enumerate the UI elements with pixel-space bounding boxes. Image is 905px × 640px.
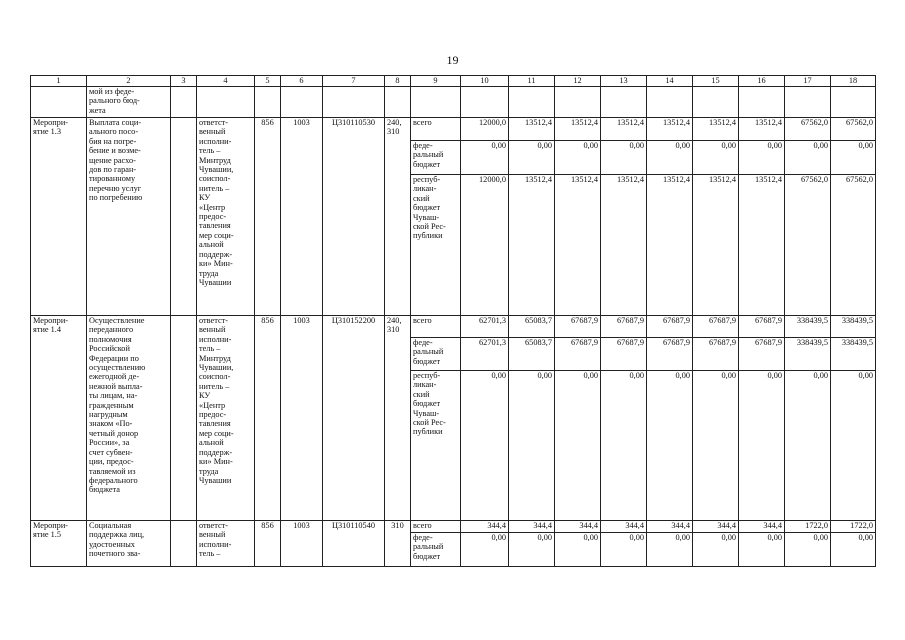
budget-table	[30, 75, 876, 567]
value-cell: 0,00	[555, 141, 601, 175]
column-number: 15	[693, 76, 739, 87]
funding-source: феде- ральный бюджет	[411, 533, 461, 567]
value-cell: 0,00	[555, 371, 601, 521]
value-cell: 0,00	[785, 533, 831, 567]
value-cell: 0,00	[693, 533, 739, 567]
value-cell: 0,00	[601, 141, 647, 175]
value-cell: 0,00	[601, 371, 647, 521]
code-cell: 1003	[281, 118, 323, 316]
column-number-row	[31, 76, 876, 87]
value-cell: 338439,5	[785, 338, 831, 371]
code-cell: Ц310110540	[323, 521, 385, 567]
value-cell: 338439,5	[831, 338, 876, 371]
value-cell: 0,00	[509, 371, 555, 521]
column-number: 13	[601, 76, 647, 87]
column-number: 1	[31, 76, 87, 87]
executor: ответст- венный исполни- тель –	[197, 521, 255, 567]
value-cell: 12000,0	[461, 118, 509, 141]
funding-source: всего	[411, 118, 461, 141]
value-cell: 13512,4	[509, 118, 555, 141]
continuation-row	[31, 87, 876, 118]
value-cell: 0,00	[601, 533, 647, 567]
code-cell: 856	[255, 316, 281, 521]
value-cell: 13512,4	[555, 118, 601, 141]
value-cell: 67687,9	[555, 338, 601, 371]
value-cell: 0,00	[509, 533, 555, 567]
executor: ответст- венный исполни- тель – Минтруд Чувашии, соиспол- нитель – КУ «Центр предос- тавления мер соци- альной поддерж- ки» Мин- труда Чувашии	[197, 118, 255, 316]
value-cell: 344,4	[601, 521, 647, 533]
funding-source: всего	[411, 316, 461, 338]
empty-cell	[385, 87, 411, 118]
column-number: 5	[255, 76, 281, 87]
measure-description: Осуществление переданного полномочия Российской Федерации по осуществлению ежегодной де- нежной выпла- ты лицам, на- гражденным нагрудным знаком «По- четный донор России», за счет субвен- ции, предос- тавляемой из федерального бюджета	[87, 316, 171, 521]
empty-cell	[197, 87, 255, 118]
funding-source: феде- ральный бюджет	[411, 141, 461, 175]
empty-cell	[171, 118, 197, 316]
value-cell: 1722,0	[831, 521, 876, 533]
funding-source: респуб- ликан- ский бюджет Чуваш- ской Рес- публики	[411, 175, 461, 316]
column-number: 3	[171, 76, 197, 87]
value-cell: 344,4	[739, 521, 785, 533]
code-cell: Ц310152200	[323, 316, 385, 521]
measure-name: Меропри- ятие 1.5	[31, 521, 87, 567]
empty-cell	[461, 87, 509, 118]
column-number: 10	[461, 76, 509, 87]
value-cell: 67687,9	[601, 316, 647, 338]
table-row	[31, 521, 876, 533]
value-cell: 344,4	[693, 521, 739, 533]
value-cell: 67687,9	[693, 316, 739, 338]
value-cell: 67687,9	[739, 338, 785, 371]
value-cell: 12000,0	[461, 175, 509, 316]
empty-cell	[281, 87, 323, 118]
column-number: 2	[87, 76, 171, 87]
value-cell: 67687,9	[739, 316, 785, 338]
value-cell: 338439,5	[785, 316, 831, 338]
funding-source: всего	[411, 521, 461, 533]
empty-cell	[171, 521, 197, 567]
column-number: 4	[197, 76, 255, 87]
value-cell: 67687,9	[647, 316, 693, 338]
value-cell: 67687,9	[601, 338, 647, 371]
funding-source: респуб- ликан- ский бюджет Чуваш- ской Рес- публики	[411, 371, 461, 521]
empty-cell	[693, 87, 739, 118]
value-cell: 0,00	[647, 371, 693, 521]
value-cell: 65083,7	[509, 338, 555, 371]
value-cell: 67687,9	[647, 338, 693, 371]
empty-cell	[171, 316, 197, 521]
page-number: 19	[446, 53, 459, 67]
value-cell: 13512,4	[555, 175, 601, 316]
value-cell: 0,00	[693, 371, 739, 521]
value-cell: 13512,4	[601, 175, 647, 316]
empty-cell	[509, 87, 555, 118]
value-cell: 67562,0	[831, 175, 876, 316]
value-cell: 0,00	[739, 371, 785, 521]
value-cell: 0,00	[739, 533, 785, 567]
value-cell: 0,00	[739, 141, 785, 175]
measure-description: Выплата соци- ального посо- бия на погре- бение и возме- щение расхо- дов по гаран- тированному перечню услуг по погребению	[87, 118, 171, 316]
measure-name: Меропри- ятие 1.3	[31, 118, 87, 316]
continued-description: мой из феде- рального бюд- жета	[87, 87, 171, 118]
value-cell: 0,00	[693, 141, 739, 175]
value-cell: 0,00	[647, 141, 693, 175]
value-cell: 344,4	[555, 521, 601, 533]
empty-cell	[739, 87, 785, 118]
value-cell: 62701,3	[461, 316, 509, 338]
value-cell: 13512,4	[693, 175, 739, 316]
value-cell: 67562,0	[831, 118, 876, 141]
funding-source: феде- ральный бюджет	[411, 338, 461, 371]
value-cell: 0,00	[509, 141, 555, 175]
empty-cell	[647, 87, 693, 118]
value-cell: 13512,4	[693, 118, 739, 141]
value-cell: 344,4	[647, 521, 693, 533]
value-cell: 338439,5	[831, 316, 876, 338]
empty-cell	[601, 87, 647, 118]
value-cell: 67562,0	[785, 118, 831, 141]
code-cell: 240, 310	[385, 118, 411, 316]
measure-name: Меропри- ятие 1.4	[31, 316, 87, 521]
empty-cell	[171, 87, 197, 118]
value-cell: 0,00	[647, 533, 693, 567]
value-cell: 0,00	[831, 371, 876, 521]
value-cell: 13512,4	[601, 118, 647, 141]
value-cell: 0,00	[831, 141, 876, 175]
value-cell: 0,00	[461, 371, 509, 521]
empty-cell	[785, 87, 831, 118]
value-cell: 344,4	[461, 521, 509, 533]
value-cell: 67687,9	[693, 338, 739, 371]
value-cell: 1722,0	[785, 521, 831, 533]
column-number: 6	[281, 76, 323, 87]
code-cell: 856	[255, 118, 281, 316]
column-number: 9	[411, 76, 461, 87]
code-cell: 240, 310	[385, 316, 411, 521]
column-number: 17	[785, 76, 831, 87]
code-cell: 1003	[281, 521, 323, 567]
value-cell: 62701,3	[461, 338, 509, 371]
empty-cell	[555, 87, 601, 118]
value-cell: 0,00	[555, 533, 601, 567]
value-cell: 344,4	[509, 521, 555, 533]
code-cell: 1003	[281, 316, 323, 521]
value-cell: 0,00	[461, 533, 509, 567]
column-number: 14	[647, 76, 693, 87]
value-cell: 13512,4	[739, 118, 785, 141]
value-cell: 0,00	[461, 141, 509, 175]
table-row	[31, 118, 876, 141]
measure-description: Социальная поддержка лиц, удостоенных почетного зва-	[87, 521, 171, 567]
column-number: 16	[739, 76, 785, 87]
executor: ответст- венный исполни- тель – Минтруд Чувашии, соиспол- нитель – КУ «Центр предос- тавления мер соци- альной поддерж- ки» Мин- труда Чувашии	[197, 316, 255, 521]
column-number: 8	[385, 76, 411, 87]
empty-cell	[831, 87, 876, 118]
empty-cell	[31, 87, 87, 118]
value-cell: 13512,4	[647, 118, 693, 141]
empty-cell	[323, 87, 385, 118]
value-cell: 65083,7	[509, 316, 555, 338]
code-cell: 856	[255, 521, 281, 567]
table-row	[31, 316, 876, 338]
column-number: 11	[509, 76, 555, 87]
column-number: 18	[831, 76, 876, 87]
empty-cell	[411, 87, 461, 118]
value-cell: 67687,9	[555, 316, 601, 338]
value-cell: 0,00	[831, 533, 876, 567]
column-number: 12	[555, 76, 601, 87]
value-cell: 13512,4	[509, 175, 555, 316]
code-cell: Ц310110530	[323, 118, 385, 316]
value-cell: 13512,4	[647, 175, 693, 316]
value-cell: 13512,4	[739, 175, 785, 316]
value-cell: 0,00	[785, 141, 831, 175]
value-cell: 0,00	[785, 371, 831, 521]
code-cell: 310	[385, 521, 411, 567]
empty-cell	[255, 87, 281, 118]
column-number: 7	[323, 76, 385, 87]
value-cell: 67562,0	[785, 175, 831, 316]
